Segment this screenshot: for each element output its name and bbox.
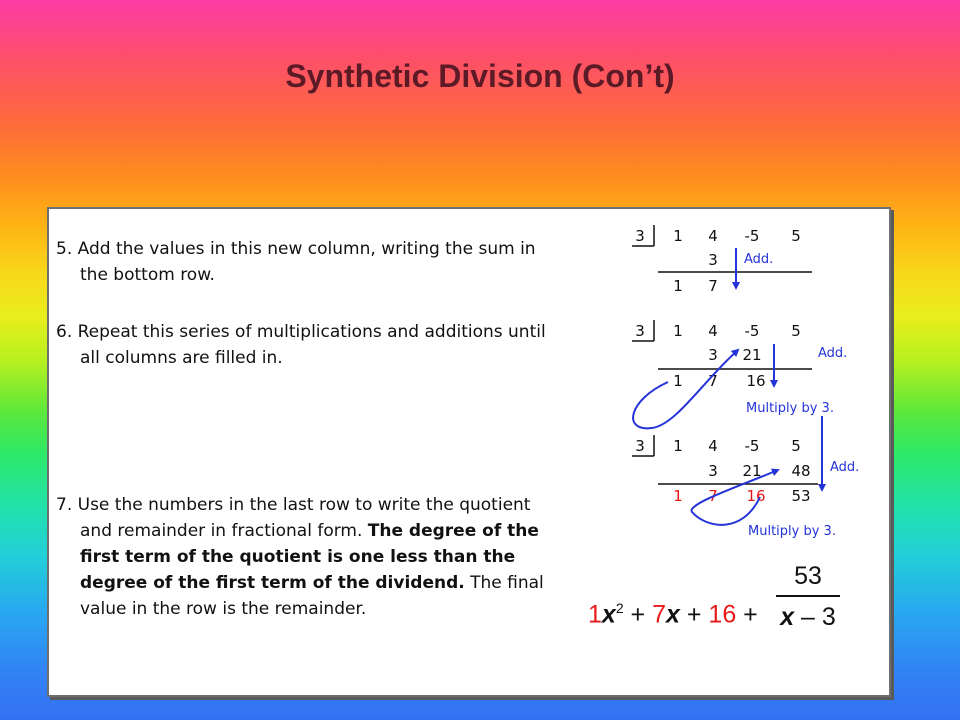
quotient-var-2: x <box>666 600 680 629</box>
remainder-denominator <box>776 597 840 632</box>
d3-mid-c3: 21 <box>742 462 762 480</box>
quotient-plus-3: + <box>736 600 758 629</box>
d3-mid-c2: 3 <box>708 462 718 480</box>
step-7-text <box>56 492 560 622</box>
quotient-constant: 16 <box>708 600 737 629</box>
d1-bot-c1: 1 <box>673 277 683 295</box>
step-7-text-b: The final value in the row is the remainder. <box>80 573 544 619</box>
denominator-var: x <box>780 603 795 631</box>
d3-top-c2: 4 <box>708 437 718 455</box>
divisor-1: 3 <box>635 227 645 245</box>
d2-top-c3: -5 <box>744 322 760 340</box>
remainder-fraction <box>776 562 840 632</box>
d2-mid-c3: 21 <box>742 346 762 364</box>
d1-top-c2: 4 <box>708 227 718 245</box>
quotient-plus-2: + <box>679 600 709 629</box>
d2-top-c2: 4 <box>708 322 718 340</box>
d2-multiply-note: Multiply by 3. <box>746 401 834 416</box>
quotient-exponent: 2 <box>615 600 624 616</box>
d2-add-note: Add. <box>818 346 848 361</box>
d3-top-c4: 5 <box>791 437 801 455</box>
step-5-text: 5. Add the values in this new column, writing the sum in the bottom row. <box>56 239 536 285</box>
divisor-2: 3 <box>635 322 645 340</box>
quotient-coef-2: 7 <box>652 600 667 629</box>
d1-top-c1: 1 <box>673 227 683 245</box>
quotient-coef-1: 1 <box>588 600 602 629</box>
quotient-var-1: x <box>601 600 616 629</box>
d2-mid-c2: 3 <box>708 346 718 364</box>
d3-add-note: Add. <box>830 460 860 475</box>
quotient-plus-1: + <box>623 600 653 629</box>
d3-top-c1: 1 <box>673 437 683 455</box>
d3-bot-c4: 53 <box>791 487 811 505</box>
d2-top-c4: 5 <box>791 322 801 340</box>
d1-top-c4: 5 <box>791 227 801 245</box>
d2-top-c1: 1 <box>673 322 683 340</box>
denominator-rest: – 3 <box>794 603 836 631</box>
d1-top-c3: -5 <box>744 227 760 245</box>
d3-top-c3: -5 <box>744 437 760 455</box>
d3-multiply-note: Multiply by 3. <box>748 524 836 539</box>
quotient-expression <box>588 600 758 629</box>
d2-bot-c2: 7 <box>708 372 718 390</box>
d3-bot-c3: 16 <box>746 487 766 505</box>
step-7-text-a: 7. Use the numbers in the last row to write the quotient and remainder in fractional form. <box>56 495 531 541</box>
d2-bot-c1: 1 <box>673 372 683 390</box>
divisor-3: 3 <box>635 437 645 455</box>
step-7-degree-rule: The degree of the first term of the quotient is one less than the degree of the first term of the dividend. <box>80 521 539 593</box>
remainder-numerator: 53 <box>776 562 840 597</box>
d1-mid-c2: 3 <box>708 251 718 269</box>
step-6-text: 6. Repeat this series of multiplications and additions until all columns are filled in. <box>56 322 546 368</box>
d3-mid-c4: 48 <box>791 462 811 480</box>
d1-bot-c2: 7 <box>708 277 718 295</box>
d2-bot-c3: 16 <box>746 372 766 390</box>
d3-bot-c1: 1 <box>673 487 683 505</box>
d1-add-note: Add. <box>744 252 774 267</box>
slide-title: Synthetic Division (Con’t) <box>285 58 675 94</box>
d3-bot-c2: 7 <box>708 487 718 505</box>
